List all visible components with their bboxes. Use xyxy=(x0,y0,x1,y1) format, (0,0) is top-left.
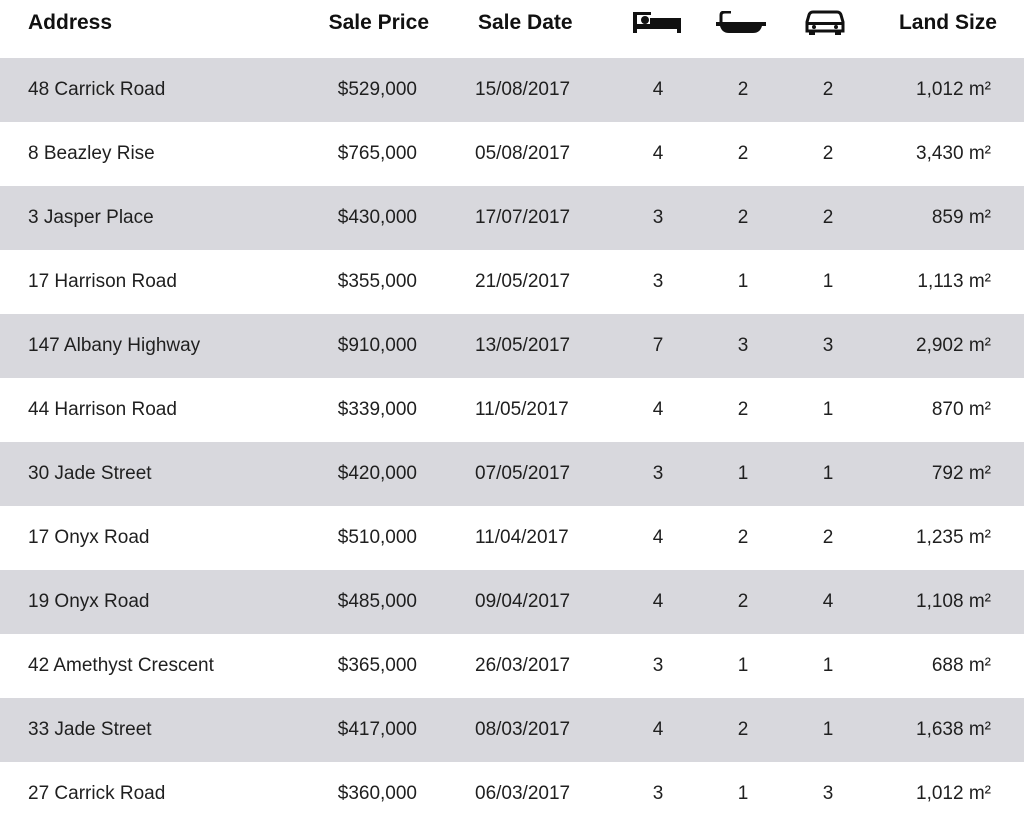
cell-sale-date: 09/04/2017 xyxy=(475,591,571,612)
cell-land-size xyxy=(916,762,991,826)
land-size-unit: m² xyxy=(968,783,991,804)
table-row xyxy=(0,506,1024,570)
cell-bedrooms: 7 xyxy=(652,335,664,356)
cell-bedrooms: 4 xyxy=(652,527,664,548)
cell-bathrooms: 2 xyxy=(737,399,749,420)
cell-car-spaces: 1 xyxy=(822,719,834,740)
cell-land-size xyxy=(932,186,991,250)
header-sale-date: Sale Date xyxy=(478,11,573,34)
land-size-unit: m² xyxy=(968,655,991,676)
land-size-value: 1,235 xyxy=(916,527,964,548)
cell-sale-price: $529,000 xyxy=(337,79,417,100)
cell-address: 33 Jade Street xyxy=(28,719,152,740)
header-sale-price: Sale Price xyxy=(328,11,429,34)
land-size-value: 1,113 xyxy=(917,271,964,292)
cell-car-spaces: 1 xyxy=(822,463,834,484)
cell-address: 42 Amethyst Crescent xyxy=(28,655,214,676)
cell-land-size xyxy=(932,442,991,506)
land-size-unit: m² xyxy=(968,79,991,100)
cell-land-size xyxy=(932,634,991,698)
cell-sale-date: 15/08/2017 xyxy=(475,79,571,100)
table-row xyxy=(0,250,1024,314)
cell-bathrooms: 2 xyxy=(737,527,749,548)
cell-bedrooms: 4 xyxy=(652,719,664,740)
table-row xyxy=(0,122,1024,186)
table-row xyxy=(0,634,1024,698)
land-size-unit: m² xyxy=(968,591,991,612)
land-size-value: 1,638 xyxy=(916,719,964,740)
cell-sale-date: 26/03/2017 xyxy=(475,655,571,676)
cell-address: 17 Harrison Road xyxy=(28,271,177,292)
cell-sale-date: 05/08/2017 xyxy=(475,143,571,164)
cell-address: 17 Onyx Road xyxy=(28,527,150,548)
cell-sale-date: 11/05/2017 xyxy=(475,399,569,420)
table-row xyxy=(0,58,1024,122)
cell-address: 48 Carrick Road xyxy=(28,79,166,100)
cell-sale-date: 13/05/2017 xyxy=(475,335,571,356)
cell-car-spaces: 2 xyxy=(822,207,834,228)
cell-bedrooms: 4 xyxy=(652,591,664,612)
land-size-value: 792 xyxy=(931,463,964,484)
cell-sale-date: 08/03/2017 xyxy=(475,719,571,740)
land-size-unit: m² xyxy=(968,399,991,420)
cell-land-size xyxy=(916,314,991,378)
cell-sale-price: $910,000 xyxy=(337,335,417,356)
cell-sale-price: $360,000 xyxy=(337,783,417,804)
cell-car-spaces: 2 xyxy=(822,143,834,164)
table-row xyxy=(0,186,1024,250)
cell-car-spaces: 1 xyxy=(822,399,834,420)
bath-icon xyxy=(711,10,771,36)
land-size-value: 1,108 xyxy=(916,591,964,612)
cell-sale-date: 06/03/2017 xyxy=(475,783,571,804)
cell-sale-price: $485,000 xyxy=(337,591,417,612)
header-land-size: Land Size xyxy=(898,11,997,34)
cell-sale-price: $420,000 xyxy=(337,463,417,484)
cell-sale-date: 11/04/2017 xyxy=(475,527,569,548)
cell-sale-price: $765,000 xyxy=(337,143,417,164)
land-size-value: 3,430 xyxy=(916,143,964,164)
land-size-value: 1,012 xyxy=(916,79,964,100)
cell-car-spaces: 3 xyxy=(822,335,834,356)
table-row xyxy=(0,378,1024,442)
table-row xyxy=(0,314,1024,378)
cell-bathrooms: 3 xyxy=(737,335,749,356)
table-row xyxy=(0,698,1024,762)
car-icon xyxy=(795,10,855,36)
cell-bathrooms: 1 xyxy=(737,783,749,804)
table-header xyxy=(0,0,1024,56)
table-body xyxy=(0,58,1024,826)
table-row xyxy=(0,762,1024,826)
cell-sale-date: 21/05/2017 xyxy=(475,271,571,292)
land-size-value: 870 xyxy=(931,399,964,420)
cell-bathrooms: 1 xyxy=(737,463,749,484)
cell-bedrooms: 3 xyxy=(652,463,664,484)
cell-sale-price: $417,000 xyxy=(337,719,417,740)
cell-sale-price: $365,000 xyxy=(337,655,417,676)
cell-land-size xyxy=(916,506,991,570)
land-size-unit: m² xyxy=(968,207,991,228)
cell-address: 8 Beazley Rise xyxy=(28,143,155,164)
cell-land-size xyxy=(932,378,991,442)
cell-sale-price: $430,000 xyxy=(337,207,417,228)
bed-icon xyxy=(627,10,687,36)
cell-bathrooms: 2 xyxy=(737,719,749,740)
cell-sale-price: $355,000 xyxy=(337,271,417,292)
land-size-unit: m² xyxy=(968,335,991,356)
land-size-unit: m² xyxy=(968,271,991,292)
cell-land-size xyxy=(916,570,991,634)
cell-car-spaces: 1 xyxy=(822,271,834,292)
land-size-value: 859 xyxy=(931,207,964,228)
cell-bathrooms: 2 xyxy=(737,79,749,100)
table-row xyxy=(0,570,1024,634)
land-size-value: 688 xyxy=(931,655,964,676)
cell-bathrooms: 2 xyxy=(737,143,749,164)
land-size-unit: m² xyxy=(968,143,991,164)
table-row xyxy=(0,442,1024,506)
cell-address: 19 Onyx Road xyxy=(28,591,150,612)
cell-car-spaces: 3 xyxy=(822,783,834,804)
cell-bedrooms: 4 xyxy=(652,143,664,164)
cell-car-spaces: 4 xyxy=(822,591,834,612)
cell-sale-date: 17/07/2017 xyxy=(475,207,571,228)
land-size-unit: m² xyxy=(968,527,991,548)
cell-bedrooms: 3 xyxy=(652,655,664,676)
cell-bedrooms: 3 xyxy=(652,207,664,228)
cell-address: 3 Jasper Place xyxy=(28,207,154,228)
cell-bathrooms: 2 xyxy=(737,591,749,612)
cell-sale-price: $510,000 xyxy=(337,527,417,548)
cell-bathrooms: 2 xyxy=(737,207,749,228)
cell-address: 147 Albany Highway xyxy=(28,335,201,356)
cell-land-size xyxy=(916,122,991,186)
cell-car-spaces: 2 xyxy=(822,79,834,100)
cell-land-size xyxy=(916,58,991,122)
cell-sale-date: 07/05/2017 xyxy=(475,463,571,484)
cell-car-spaces: 2 xyxy=(822,527,834,548)
cell-sale-price: $339,000 xyxy=(337,399,417,420)
cell-car-spaces: 1 xyxy=(822,655,834,676)
cell-bedrooms: 3 xyxy=(652,271,664,292)
header-address: Address xyxy=(28,11,113,34)
cell-address: 44 Harrison Road xyxy=(28,399,177,420)
cell-land-size xyxy=(916,698,991,762)
cell-land-size xyxy=(917,250,991,314)
land-size-unit: m² xyxy=(968,463,991,484)
cell-bedrooms: 3 xyxy=(652,783,664,804)
land-size-unit: m² xyxy=(968,719,991,740)
land-size-value: 2,902 xyxy=(916,335,964,356)
cell-address: 27 Carrick Road xyxy=(28,783,166,804)
cell-bathrooms: 1 xyxy=(737,655,749,676)
cell-bedrooms: 4 xyxy=(652,79,664,100)
cell-bedrooms: 4 xyxy=(652,399,664,420)
cell-bathrooms: 1 xyxy=(737,271,749,292)
cell-address: 30 Jade Street xyxy=(28,463,152,484)
land-size-value: 1,012 xyxy=(916,783,964,804)
